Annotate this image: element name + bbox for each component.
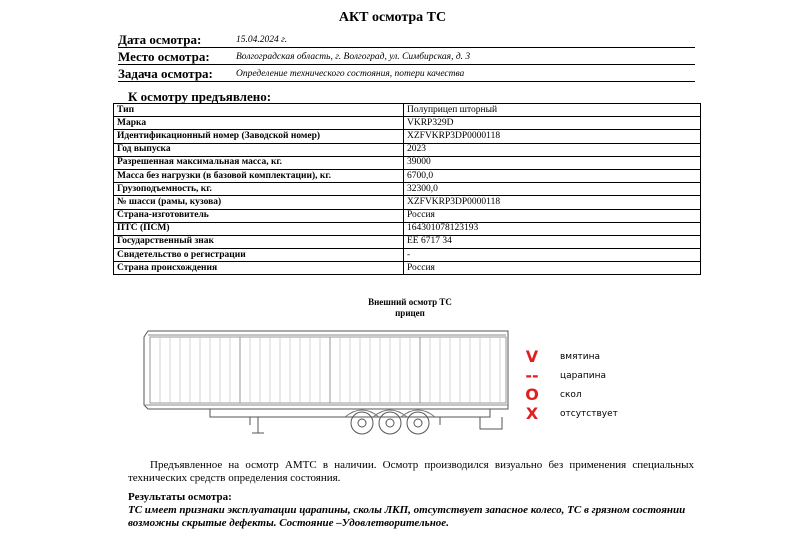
table-row [114, 249, 701, 262]
wheel-1-hub [358, 419, 366, 427]
trailer-side-view-icon [140, 325, 515, 443]
scratch-symbol: -- [525, 366, 539, 385]
results-block [128, 491, 694, 530]
spec-value: Россия [404, 209, 701, 222]
curtain-panel-mid-left [240, 337, 330, 403]
missing-symbol: X [525, 404, 539, 423]
inspection-paragraph [128, 459, 694, 485]
info-row-place [118, 50, 695, 65]
table-row [114, 130, 701, 143]
info-label-date: Дата осмотра: [118, 32, 202, 47]
spec-key: Разрешенная максимальная масса, кг. [114, 156, 404, 169]
info-value-task: Определение технического состояния, потери качества [236, 69, 465, 79]
info-value-date: 15.04.2024 г. [236, 35, 288, 45]
spec-value: Россия [404, 262, 701, 275]
wheel-2-hub [386, 419, 394, 427]
spec-table [113, 103, 701, 275]
spec-value: XZFVKRP3DP0000118 [404, 130, 701, 143]
spec-key: Год выпуска [114, 143, 404, 156]
info-label-place: Место осмотра: [118, 49, 210, 64]
spec-key: ПТС (ПСМ) [114, 222, 404, 235]
wheel-2 [379, 412, 401, 434]
spec-key: Государственный знак [114, 235, 404, 248]
wheel-3-hub [414, 419, 422, 427]
dent-symbol: V [525, 347, 539, 366]
spec-value: Полуприцеп шторный [404, 104, 701, 117]
inspection-text: Предъявленное на осмотр АМТС в наличии. Осмотр производился визуально без применения специальных технических средств определения состояния. [128, 459, 694, 484]
spec-value: XZFVKRP3DP0000118 [404, 196, 701, 209]
legend-label: вмятина [560, 352, 600, 362]
info-label-task: Задача осмотра: [118, 66, 213, 81]
table-row [114, 143, 701, 156]
spec-key: Грузоподъемность, кг. [114, 183, 404, 196]
wheel-arches [345, 410, 435, 417]
spec-value: - [404, 249, 701, 262]
legend-label: царапина [560, 371, 607, 381]
spec-value: 39000 [404, 156, 701, 169]
spec-key: Идентификационный номер (Заводской номер) [114, 130, 404, 143]
table-row [114, 262, 701, 275]
wheel-1 [351, 412, 373, 434]
chassis-frame [210, 409, 490, 425]
table-row [114, 117, 701, 130]
table-row [114, 222, 701, 235]
table-row [114, 183, 701, 196]
exterior-subtitle: прицеп [395, 308, 425, 318]
trailer-body-outline [144, 331, 508, 409]
spec-key: Масса без нагрузки (в базовой комплектации), кг. [114, 169, 404, 182]
spec-value: 6700,0 [404, 169, 701, 182]
table-row [114, 169, 701, 182]
info-row-date [118, 33, 695, 48]
table-row [114, 156, 701, 169]
section-title: К осмотру предъявлено: [128, 89, 272, 104]
spec-value: 164301078123193 [404, 222, 701, 235]
spec-value: 2023 [404, 143, 701, 156]
spec-key: Страна-изготовитель [114, 209, 404, 222]
exterior-title: Внешний осмотр ТС [368, 297, 452, 307]
results-text: ТС имеет признаки эксплуатации царапины, сколы ЛКП, отсутствует запасное колесо, ТС в грязном состоянии возможны скрытые дефекты. Состояние –Удовлетворительное. [128, 504, 686, 529]
spec-key: № шасси (рамы, кузова) [114, 196, 404, 209]
spec-key: Страна происхождения [114, 262, 404, 275]
spec-key: Тип [114, 104, 404, 117]
exterior-heading [340, 297, 480, 319]
rear-bumper [480, 417, 502, 429]
trailer-drawing [140, 325, 515, 448]
table-row [114, 196, 701, 209]
curtain-panel-right [420, 337, 506, 403]
wheel-3 [407, 412, 429, 434]
spec-value: 32300,0 [404, 183, 701, 196]
table-row [114, 209, 701, 222]
landing-gear [252, 417, 264, 433]
info-value-place: Волгоградская область, г. Волгоград, ул. Симбирская, д. 3 [236, 52, 471, 62]
legend-label: отсутствует [560, 409, 618, 419]
curtain-panel-left [150, 337, 240, 403]
table-row [114, 235, 701, 248]
results-heading: Результаты осмотра: [128, 491, 232, 503]
spec-key: Свидетельство о регистрации [114, 249, 404, 262]
document-title: АКТ осмотра ТС [338, 10, 447, 25]
spec-value: ЕЕ 6717 34 [404, 235, 701, 248]
chip-symbol: O [525, 385, 539, 404]
curtain-panel-mid-right [330, 337, 420, 403]
legend-label: скол [560, 390, 582, 400]
spec-key: Марка [114, 117, 404, 130]
spec-value: VKRP329D [404, 117, 701, 130]
table-row [114, 104, 701, 117]
info-row-task [118, 67, 695, 82]
